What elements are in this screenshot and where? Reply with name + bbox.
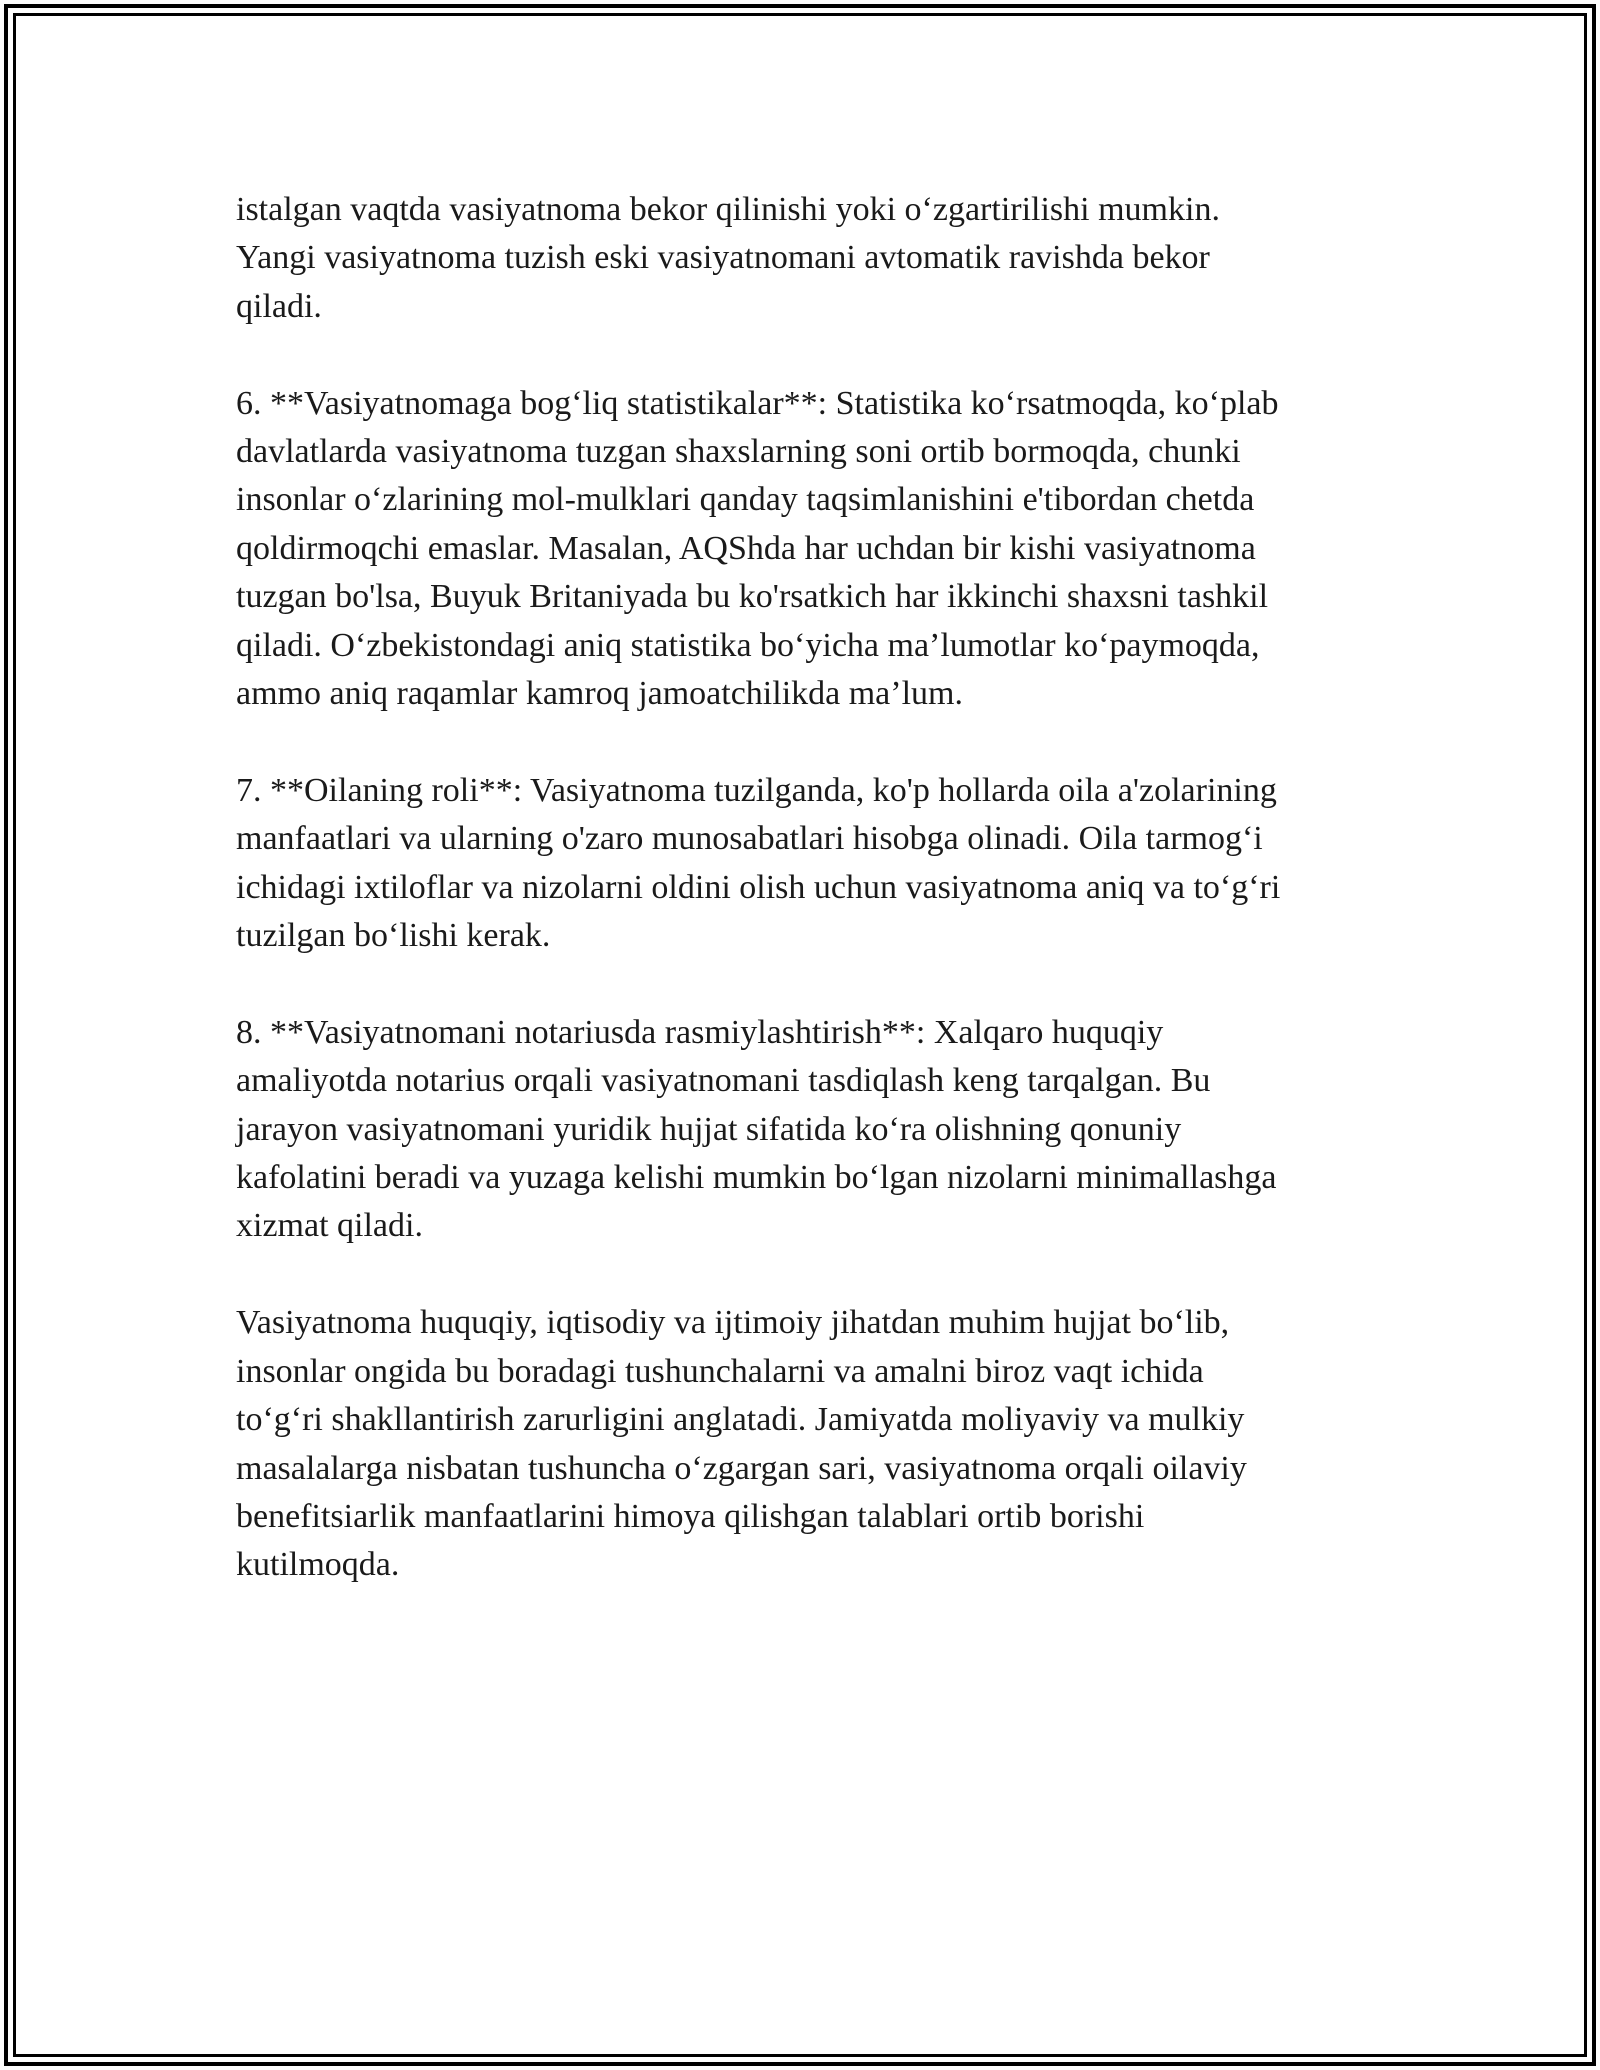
paragraph-family-role: 7. **Oilaning roli**: Vasiyatnoma tuzilganda, ko'p hollarda oila a'zolarining manfaatlari va ularning o'zaro munosabatlari hisobga olinadi. Oila tarmog‘i ichidagi ixtiloflar va nizolarni oldini olish uchun vasiyatnoma aniq va to‘g‘ri tuzilgan bo‘lishi kerak. bbox=[236, 771, 1281, 955]
paragraph-notary: 8. **Vasiyatnomani notariusda rasmiylashtirish**: Xalqaro huquqiy amaliyotda notarius orqali vasiyatnomani tasdiqlash keng tarqalgan. Bu jarayon vasiyatnomani yuridik hujjat sifatida ko‘ra olishning qonuniy kafolatini beradi va yuzaga kelishi mumkin bo‘lgan nizolarni minimallashga xizmat qiladi. bbox=[236, 1013, 1277, 1245]
paragraph-statistics: 6. **Vasiyatnomaga bog‘liq statistikalar**: Statistika ko‘rsatmoqda, ko‘plab davlatlarda vasiyatnoma tuzgan shaxslarning soni ortib bormoqda, chunki insonlar o‘zlarining mol-mulklari qanday taqsimlanishini e'tibordan chetda qoldirmoqchi emaslar. Masalan, AQShda har uchdan bir kishi vasiyatnoma tuzgan bo'lsa, Buyuk Britaniyada bu ko'rsatkich har ikkinchi shaxsni tashkil qiladi. O‘zbekistondagi aniq statistika bo‘yicha ma’lumotlar ko‘paymoqda, ammo aniq raqamlar kamroq jamoatchilikda ma’lum. bbox=[236, 384, 1279, 713]
document-body bbox=[236, 186, 1386, 1638]
paragraph-continuation: istalgan vaqtda vasiyatnoma bekor qilinishi yoki o‘zgartirilishi mumkin. Yangi vasiyatnoma tuzish eski vasiyatnomani avtomatik ravishda bekor qiladi. bbox=[236, 191, 1220, 325]
paragraph-conclusion: Vasiyatnoma huquqiy, iqtisodiy va ijtimoiy jihatdan muhim hujjat bo‘lib, insonlar ongida bu boradagi tushunchalarni va amalni biroz vaqt ichida to‘g‘ri shakllantirish zarurligini anglatadi. Jamiyatda moliyaviy va mulkiy masalalarga nisbatan tushuncha o‘zgargan sari, vasiyatnoma orqali oilaviy benefitsiarlik manfaatlarini himoya qilishgan talablari ortib borishi kutilmoqda. bbox=[236, 1304, 1247, 1584]
